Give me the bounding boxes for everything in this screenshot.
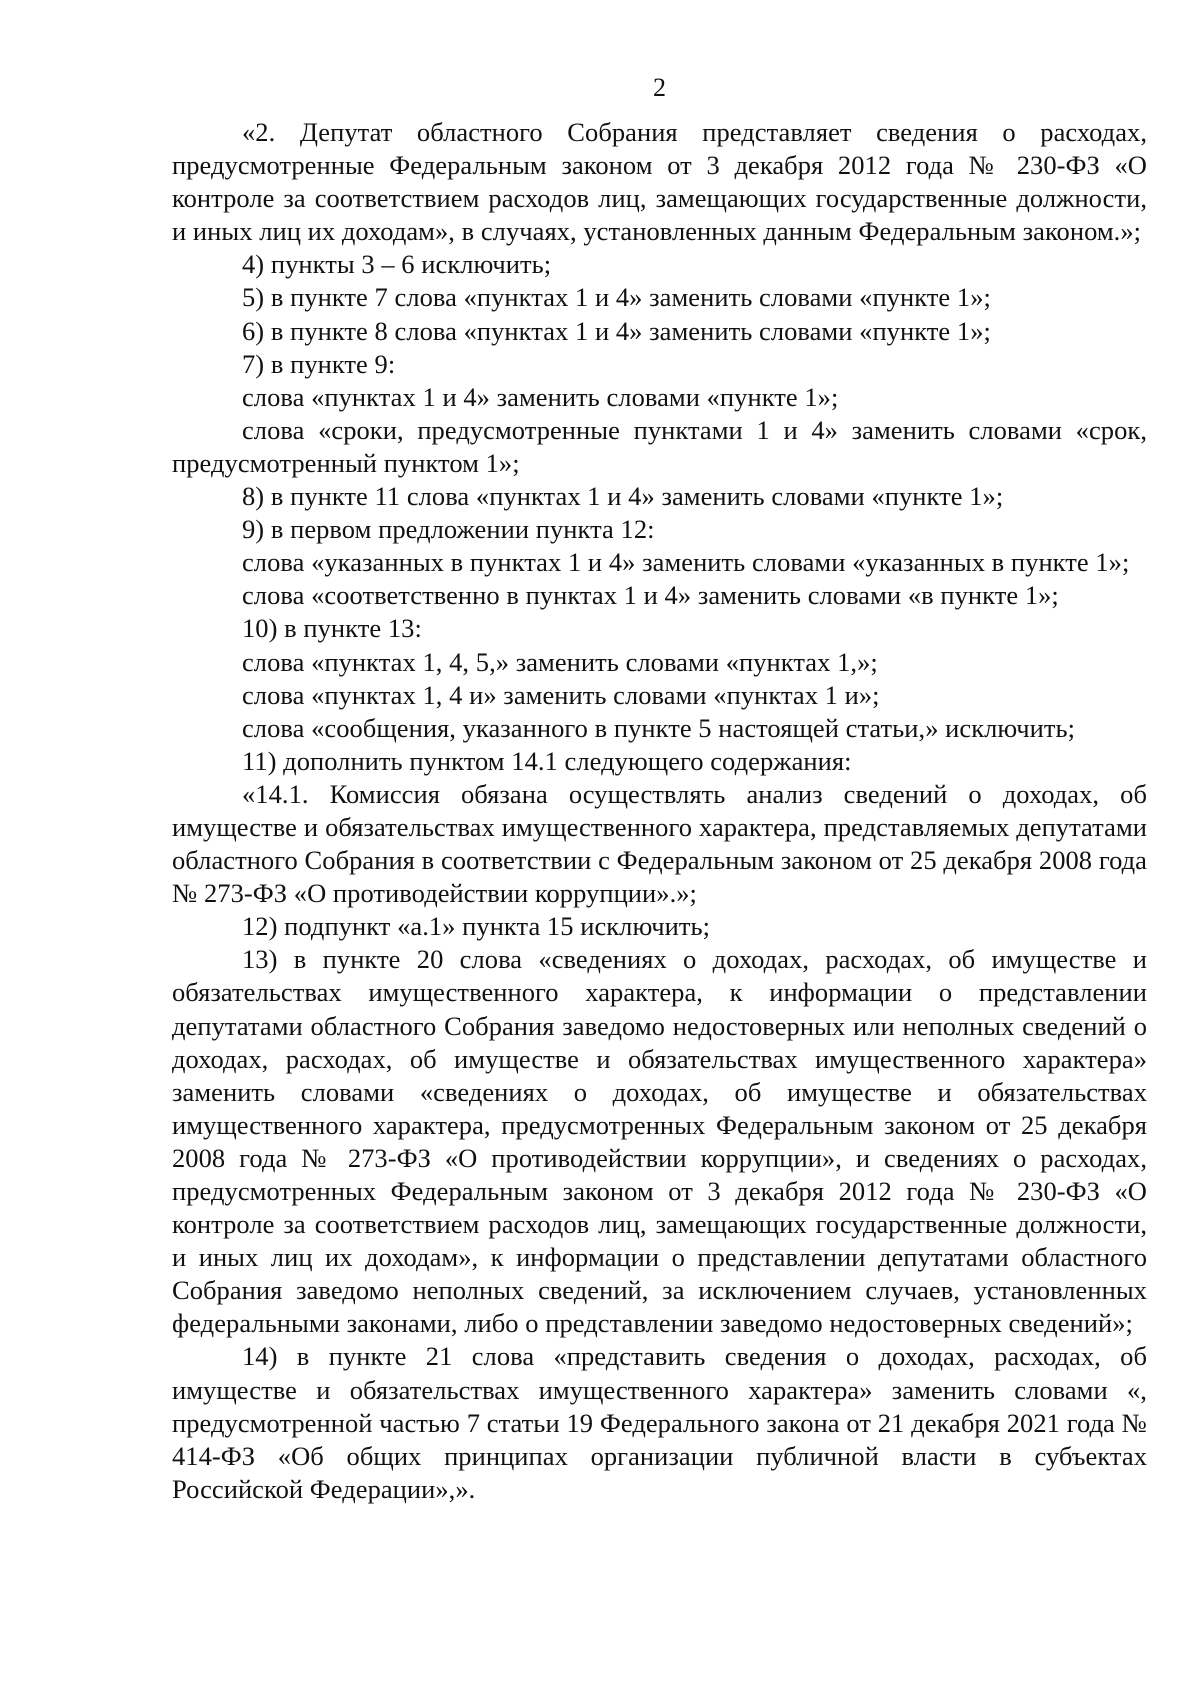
paragraph-item-6: 6) в пункте 8 слова «пунктах 1 и 4» заменить словами «пункте 1»;: [242, 315, 991, 346]
page-number: 2: [653, 73, 666, 102]
paragraph-item-10-sub-3: слова «сообщения, указанного в пункте 5 настоящей статьи,» исключить;: [242, 712, 1076, 743]
paragraph-item-9-sub-2: слова «соответственно в пунктах 1 и 4» заменить словами «в пункте 1»;: [242, 580, 1059, 611]
document-body: [172, 116, 1147, 1506]
paragraph-item-12: 12) подпункт «а.1» пункта 15 исключить;: [242, 911, 711, 942]
paragraph-item-10-sub-1: слова «пунктах 1, 4, 5,» заменить словами «пунктах 1,»;: [242, 646, 878, 677]
paragraph-item-14: 14) в пункте 21 слова «представить сведения о доходах, расходах, об имуществе и обязательствах имущественного характера» заменить словами «, предусмотренной частью 7 статьи 19 Федерального закона от 21 декабря 2021 года № 414-ФЗ «Об общих принципах организации публичной власти в субъектах Российской Федерации»,».: [172, 1341, 1147, 1504]
paragraph-item-10-sub-2: слова «пунктах 1, 4 и» заменить словами «пунктах 1 и»;: [242, 679, 880, 710]
paragraph-item-7: 7) в пункте 9:: [242, 348, 396, 379]
paragraph-item-7-sub-1: слова «пунктах 1 и 4» заменить словами «пункте 1»;: [242, 381, 839, 412]
paragraph-item-13: 13) в пункте 20 слова «сведениях о доходах, расходах, об имуществе и обязательствах имущественного характера, к информации о представлении депутатами областного Собрания заведомо недостоверных или неполных сведений о доходах, расходах, об имуществе и обязательствах имущественного характера» заменить словами «сведениях о доходах, об имуществе и обязательствах имущественного характера, предусмотренных Федеральным законом от 25 декабря 2008 года № 273-ФЗ «О противодействии коррупции», и сведениях о расходах, предусмотренных Федеральным законом от 3 декабря 2012 года № 230-ФЗ «О контроле за соответствием расходов лиц, замещающих государственные должности, и иных лиц их доходам», к информации о представлении депутатами областного Собрания заведомо неполных сведений, за исключением случаев, установленных федеральными законами, либо о представлении заведомо недостоверных сведений»;: [172, 944, 1147, 1339]
paragraph-item-9-sub-1: слова «указанных в пунктах 1 и 4» заменить словами «указанных в пункте 1»;: [242, 547, 1130, 578]
paragraph-quoted-clause-2: «2. Депутат областного Собрания представляет сведения о расходах, предусмотренные Федеральным законом от 3 декабря 2012 года № 230-ФЗ «О контроле за соответствием расходов лиц, замещающих государственные должности, и иных лиц их доходам», в случаях, установленных данным Федеральным законом.»;: [172, 117, 1147, 247]
paragraph-item-7-sub-2: слова «сроки, предусмотренные пунктами 1 и 4» заменить словами «срок, предусмотренный пунктом 1»;: [172, 414, 1147, 478]
paragraph-item-4: 4) пункты 3 – 6 исключить;: [242, 249, 552, 280]
paragraph-quoted-clause-14-1: «14.1. Комиссия обязана осуществлять анализ сведений о доходах, об имуществе и обязательствах имущественного характера, представляемых депутатами областного Собрания в соответствии с Федеральным законом от 25 декабря 2008 года № 273-ФЗ «О противодействии коррупции».»;: [172, 778, 1147, 909]
paragraph-item-5: 5) в пункте 7 слова «пунктах 1 и 4» заменить словами «пункте 1»;: [242, 282, 991, 313]
paragraph-item-8: 8) в пункте 11 слова «пунктах 1 и 4» заменить словами «пункте 1»;: [242, 481, 1004, 512]
paragraph-item-9: 9) в первом предложении пункта 12:: [242, 514, 655, 545]
paragraph-item-10: 10) в пункте 13:: [242, 613, 422, 644]
paragraph-item-11: 11) дополнить пунктом 14.1 следующего содержания:: [242, 745, 852, 776]
